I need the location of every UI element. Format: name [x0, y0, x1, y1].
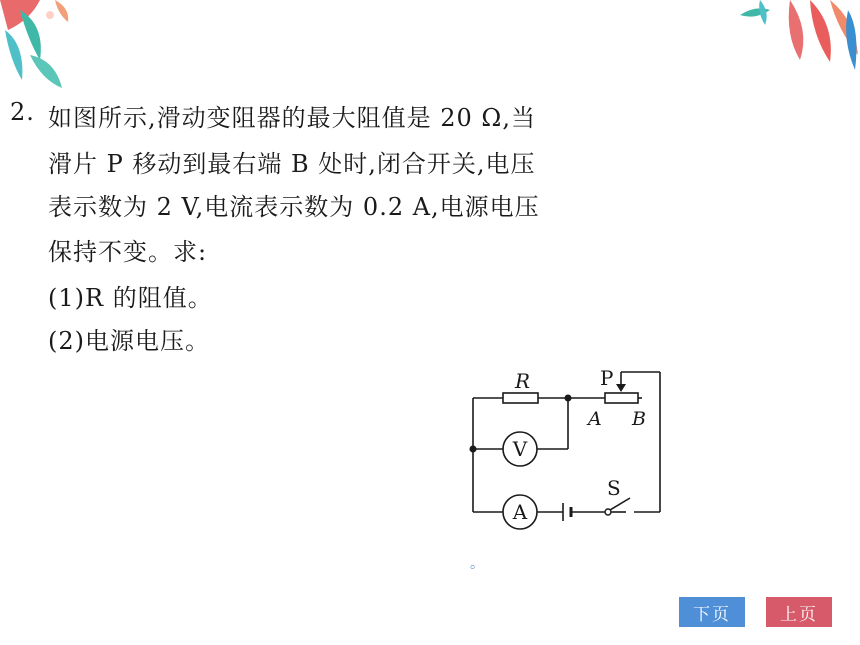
label-R: R: [515, 369, 531, 393]
junction-left: [470, 446, 477, 453]
label-A-end: A: [588, 408, 602, 430]
label-B-end: B: [632, 408, 646, 430]
question-line-4: 保持不变。求:: [48, 238, 208, 266]
sub-question-1: (1)R 的阻值。: [48, 284, 213, 312]
question-line-2: 滑片 P 移动到最右端 B 处时,闭合开关,电压: [48, 150, 536, 178]
slider-arrow: [616, 384, 626, 392]
sub-question-2: (2)电源电压。: [48, 327, 210, 355]
junction-top: [565, 395, 572, 402]
circuit-diagram: [460, 362, 670, 532]
label-S: S: [607, 476, 621, 500]
resistor-R: [503, 393, 538, 403]
label-P: P: [600, 366, 614, 390]
voltmeter-label: V: [512, 437, 528, 461]
footer-mark: 。: [470, 556, 484, 572]
previous-page-button[interactable]: 上页: [766, 597, 832, 627]
top-left-floral-decoration: [0, 0, 90, 90]
rheostat: [605, 393, 638, 403]
top-right-floral-decoration: [730, 0, 860, 75]
question-line-1: 如图所示,滑动变阻器的最大阻值是 20 Ω,当: [48, 104, 536, 132]
question-number: 2.: [10, 98, 35, 126]
next-page-button[interactable]: 下页: [679, 597, 745, 627]
question-line-3: 表示数为 2 V,电流表示数为 0.2 A,电源电压: [48, 193, 540, 221]
ammeter-label: A: [512, 500, 528, 524]
